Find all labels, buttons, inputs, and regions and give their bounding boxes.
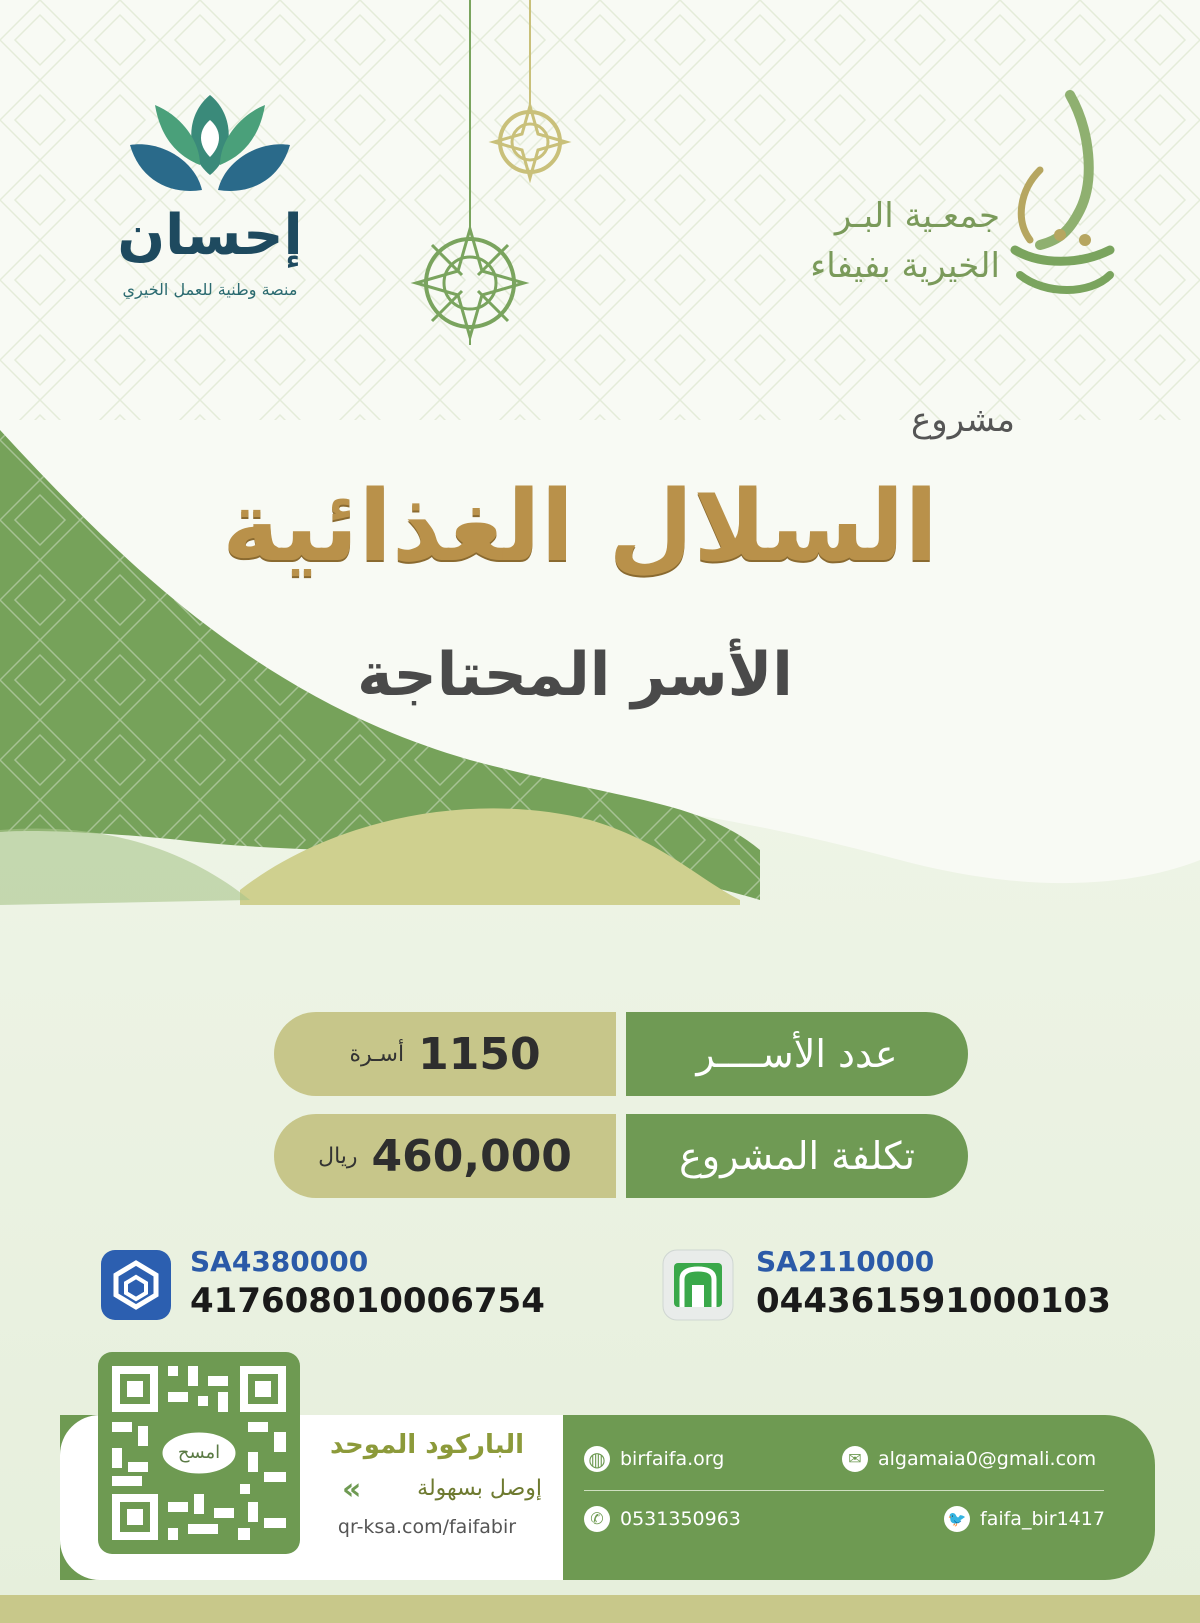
- bank-account-alinma: [662, 1245, 1122, 1325]
- alrajhi-iban-prefix: SA4380000: [190, 1245, 369, 1278]
- ehsan-logo: [100, 85, 320, 315]
- alinma-bank-icon: [662, 1249, 734, 1321]
- project-subtitle: الأسر المحتاجة: [357, 640, 793, 710]
- whatsapp-icon: ✆: [584, 1506, 610, 1532]
- qr-code-box[interactable]: [98, 1352, 300, 1554]
- project-cost-value: 460,000: [371, 1130, 572, 1182]
- families-count-label: عدد الأســــر: [626, 1012, 968, 1096]
- project-cost-unit: ريال: [318, 1143, 358, 1169]
- bir-logo-line1: جمعـية البـر: [834, 196, 1000, 236]
- project-cost-value-box: [274, 1114, 616, 1198]
- globe-icon: ◍: [584, 1446, 610, 1472]
- bank-account-alrajhi: [100, 1245, 560, 1325]
- project-prefix: مشروع: [910, 400, 1015, 440]
- ehsan-leaf-icon: [110, 85, 310, 205]
- twitter-icon: 🐦: [944, 1506, 970, 1532]
- bir-calligraphy-emblem-icon: [1000, 90, 1120, 310]
- email-icon: ✉: [842, 1446, 868, 1472]
- alinma-iban-prefix: SA2110000: [756, 1245, 935, 1278]
- contact-email[interactable]: [842, 1446, 1142, 1476]
- ehsan-logo-name: إحسان: [117, 203, 303, 268]
- families-count-unit: أسـرة: [349, 1041, 405, 1067]
- contact-website[interactable]: [584, 1446, 824, 1476]
- email-text: algamaia0@gmali.com: [878, 1448, 1097, 1470]
- phone-text: 0531350963: [620, 1508, 741, 1530]
- twitter-text: faifa_bir1417: [980, 1508, 1105, 1530]
- website-text: birfaifa.org: [620, 1448, 725, 1470]
- alrajhi-bank-icon: [100, 1249, 172, 1321]
- qr-easy-access-row: [312, 1472, 542, 1508]
- contact-twitter[interactable]: [944, 1506, 1144, 1536]
- qr-url[interactable]: qr-ksa.com/faifabir: [337, 1516, 517, 1538]
- project-title: السلال الغذائية: [222, 470, 938, 584]
- contact-phone[interactable]: [584, 1506, 824, 1536]
- double-chevron-left-icon: «: [342, 1472, 362, 1507]
- alrajhi-iban-number: 417608010006754: [190, 1281, 545, 1321]
- alinma-iban-number: 044361591000103: [756, 1281, 1111, 1321]
- families-count-value-box: [274, 1012, 616, 1096]
- qr-scan-label: امسح: [177, 1442, 221, 1463]
- bir-logo-line2: الخيرية بفيفاء: [810, 246, 1000, 286]
- bir-association-logo: [790, 90, 1120, 310]
- qr-unified-title: الباركود الموحد: [330, 1430, 524, 1460]
- ehsan-logo-tagline: منصة وطنية للعمل الخيري: [122, 280, 298, 299]
- families-count-value: 1150: [418, 1028, 541, 1080]
- contact-divider: [584, 1490, 1104, 1491]
- qr-easy-access-text: إوصل بسهولة: [417, 1476, 542, 1501]
- project-cost-label: تكلفة المشروع: [626, 1114, 968, 1198]
